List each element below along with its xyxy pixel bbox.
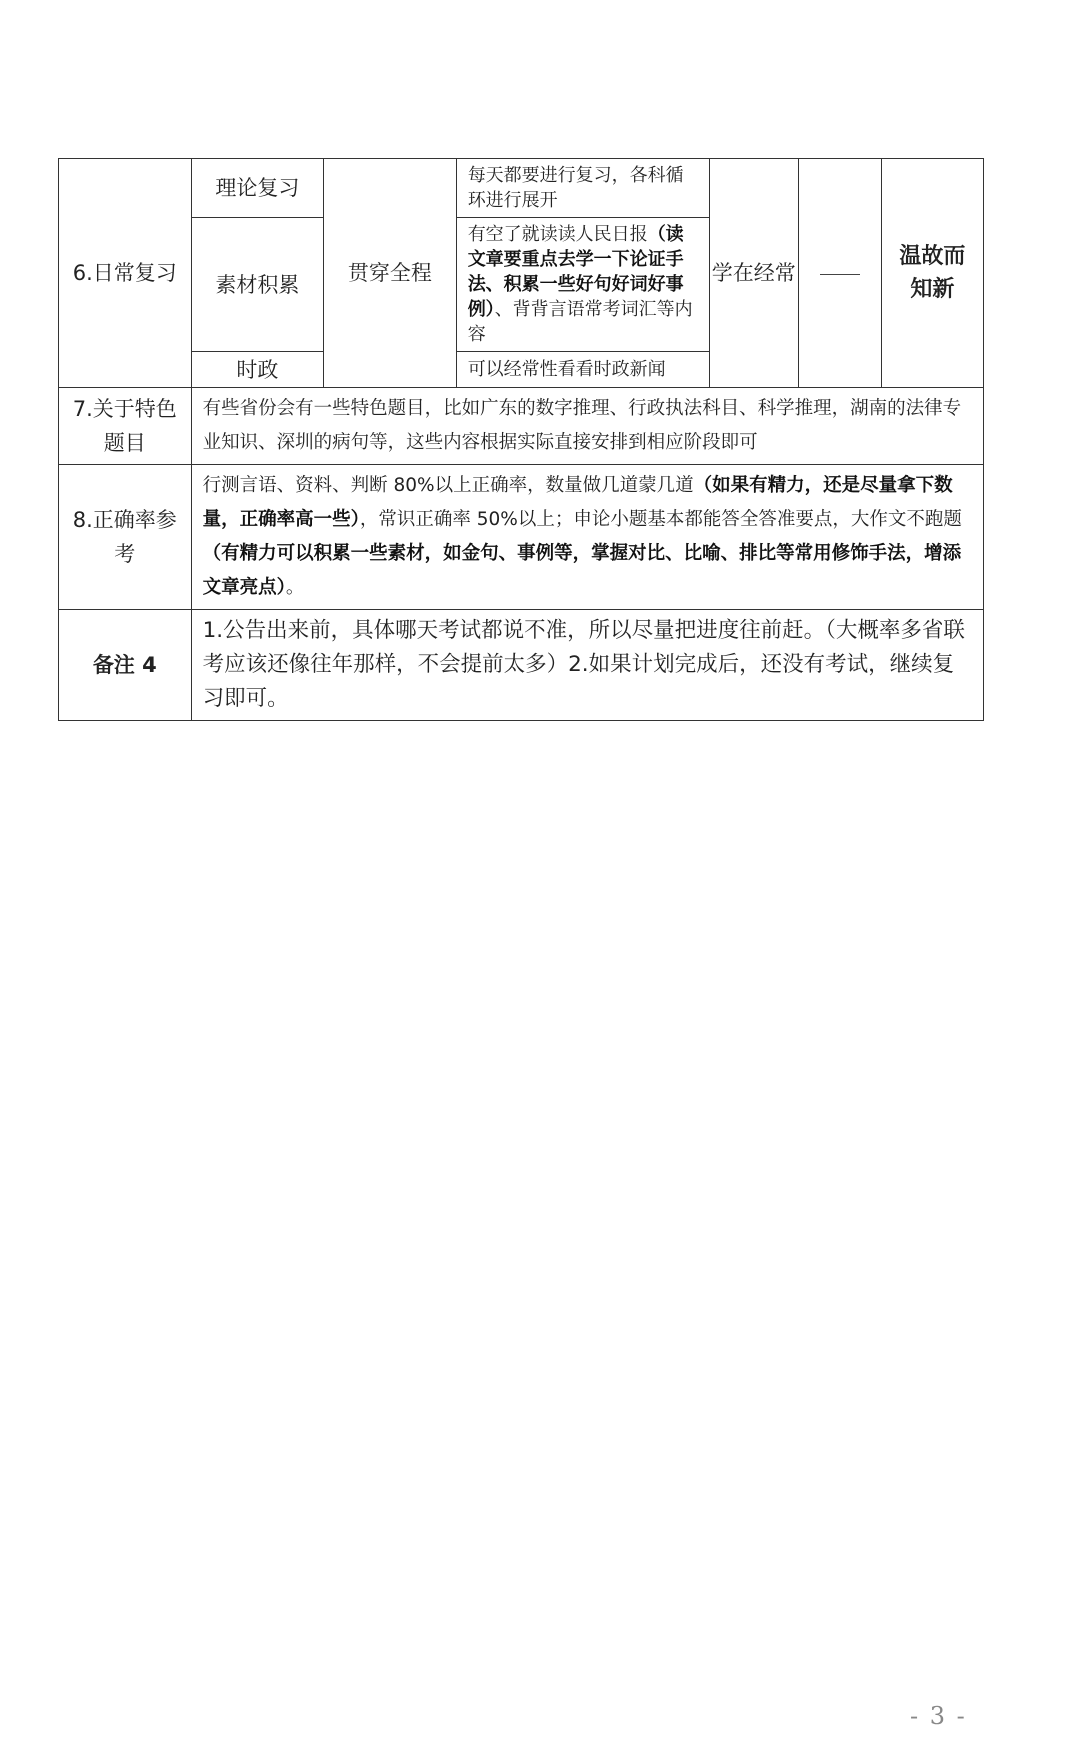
dash-mark [820,274,860,275]
detail-bold: （读文章要重点去学一下论证手法、积累一些好句好词好事例） [467,224,684,320]
accuracy-bold: （有精力可以积累一些素材，如金句、事例等，掌握对比、比喻、排比等常用修饰手法，增添文章亮点） [202,543,962,598]
note-label: 备注 4 [59,610,192,721]
accuracy-text: ，常识正确率 50%以上；申论小题基本都能答全答准要点，大作文不跑题 [359,509,962,530]
accuracy-bold: （如果有精力，还是尽量拿下数量，正确率高一些） [202,475,953,530]
material-accumulation-detail [456,218,709,352]
detail-text: 、背背言语常考词汇等内容 [467,299,693,345]
current-affairs-cell: 时政 [191,352,324,388]
note-content: 1.公告出来前，具体哪天考试都说不准，所以尽量把进度往前赶。（大概率多省联考应该还像往年那样，不会提前太多）2.如果计划完成后，还没有考试，继续复习即可。 [191,610,983,721]
throughout-cell: 贯穿全程 [324,159,457,388]
accuracy-label: 8.正确率参考 [59,465,192,610]
page-number: - 3 - [910,1702,967,1730]
detail-text: 有空了就读读人民日报 [467,224,648,245]
accuracy-text: 。 [285,577,305,598]
method-cell: 学在经常 [709,159,798,388]
dash-cell [798,159,881,388]
theory-review-cell: 理论复习 [191,159,324,218]
accuracy-content [191,465,983,610]
accuracy-text: 行测言语、资料、判断 80%以上正确率，数量做几道蒙几道 [202,475,694,496]
special-topics-label: 7.关于特色题目 [59,388,192,465]
daily-review-label: 6.日常复习 [59,159,192,388]
current-affairs-detail: 可以经常性看看时政新闻 [456,352,709,388]
theory-review-detail: 每天都要进行复习，各科循环进行展开 [456,159,709,218]
special-topics-content: 有些省份会有一些特色题目，比如广东的数字推理、行政执法科目、科学推理，湖南的法律专业知识、深圳的病句等，这些内容根据实际直接安排到相应阶段即可 [191,388,983,465]
material-accumulation-cell: 素材积累 [191,218,324,352]
motto-cell: 温故而知新 [881,159,983,388]
plan-table [58,158,984,721]
